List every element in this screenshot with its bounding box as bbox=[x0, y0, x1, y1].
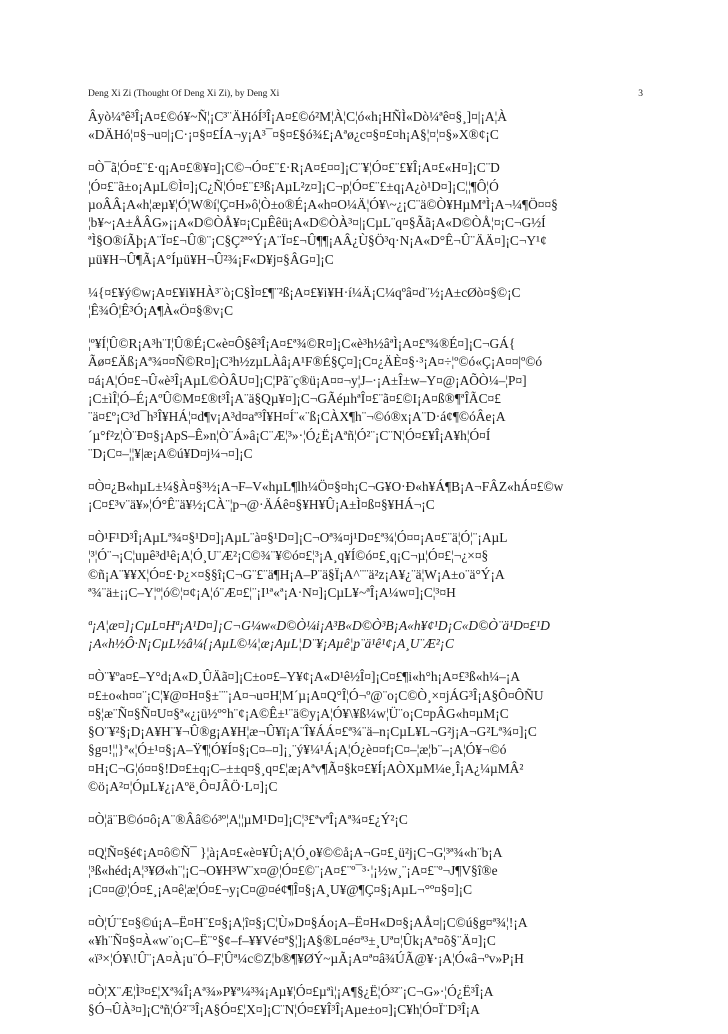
text-line: ¤Ò¤¿B«hµL±¼§À¤§³½¡A¬F–V«hµL¶lh¼Ö¤§¤h¡C¬G¥O·Ð«h¥Á¶B¡A¬FÂZ«hÁ¤£©w bbox=[88, 478, 564, 494]
text-line: §g¤!¦¦}ª«¦Ó±¹¤§¡A–Ÿ¶¦Ó¥Í¤§¡C¤–¤]¡¸¨ý¥¼¹Á¡A¦Ó¿è¤¤f¡C¤–¦æ¦b¨–¡A¦Ó¥¬©ó bbox=[88, 742, 507, 758]
text-line: ¤Ò¦X¨Æ¦Ì³¤£¦Xª¾Î¡Aª¾»P¥ª¼³¾¡Aµ¥¦Ó¤£µªì¦¡A¶§¿Ë¦Ó³²¨¡C¬G»·¦Ó¿Ë³Î¡A bbox=[88, 984, 494, 1000]
text-line: ¤§¦æ¨Ñ¤§Ñ¤U¤§ª«¿¡ü½º°h¨¢¡A©Ê±¹¨ä©y¡A¦Ó¥\¥ß¼w¦Ü¨o¡C¤pÂG«h¤µM¡C bbox=[88, 705, 509, 721]
text-line: ´µ°f²z¦Ò¨Ð¤§¡ApS–Ê»n¦Ò¨Á»â¡C¨Æ¦³»·¦Ó¿Ë¡Aªñ¦Ó²¨¡C¨N¦Ó¤£¥Î¡A¥h¦Ó¤Í bbox=[88, 427, 491, 443]
text-line: ¦³ß«héd¡A¦³¥Ø«h¨¦¡C¬O¥H³W¨x¤@¦Ó¤£©¨¡A¤£¨º¯³·¦¡½w¸¨¡A¤£¨º¬J¶V§î®e bbox=[88, 863, 498, 879]
text-line: ªÌ§O®íÃþ¡A¨Ï¤£¬Û®¨¡C§Ç²ª°Ý¡A¨Ï¤£¬Û¶¶¡AÂ¿Ù§Ö³q·N¡A«D°Ê¬Û¨ÄÄ¤]¡C¬Y¹¢ bbox=[88, 233, 547, 249]
text-line: ¦Ó¤£¨ã±o¡AµL©Ì¤]¡C¿Ñ¦Ó¤£¨£³ß¡AµL²z¤]¡C¬p¦Ó¤£¨£±q¡A¿ò¹D¤]¡C¦¦¶Ô¦Ó bbox=[88, 178, 499, 194]
paragraph bbox=[88, 983, 644, 1020]
running-title: Deng Xi Zi (Thought Of Deng Xi Zi), by Deng Xi bbox=[88, 89, 280, 99]
text-line: Âyò¼ªê³Î¡A¤£©ó¥~Ñ¦¡C³¨ÄHóÍ³Î¡A¤£©ó²M¦À¦C¦ó«h¡HÑÌ«Dò¼ªê¤§¸]¤|¡A¦À bbox=[88, 109, 507, 124]
text-line: ¨D¡C¤–¦¦¥|æ¡A©ú¥D¤j¼¬¤]¡C bbox=[88, 445, 253, 461]
text-line: «DÄHó¦¤§¬u¤|¡C·¡¤§¤£ÍA¬y¡A³¯¤§¤£§ó¾£¡Aªø¿c¤§¤£¤h¡A§¦¤¦¤§»X®¢¡C bbox=[88, 127, 499, 143]
text-line: ¡C¤£³v¨ä¥»¦Ó°Ê¨ä¥½¡CÀ¨¦p¬@·ÄÁê¤§¥H¥Û¡A±Ì¤ß¤§¥HÁ¬¡C bbox=[88, 497, 435, 513]
text-line: ©ñ¡A¨¥¥X¦Ó¤£·Þ¿×¤§§î¡C¬G¨£¨ä¶H¡A–P¨ä§Ï¡A^¨¨ä²z¡A¥¿¨ä¦W¡A±o¨ä°Ý¡A bbox=[88, 566, 505, 582]
paragraph bbox=[88, 335, 644, 463]
text-line: ¤H¡C¬G¦ó¤¤§!D¤£±q¡C–±±q¤§¸q¤£¦æ¡Aªv¶Ã¤§k¤£¥Í¡AÒXµM¼e¸Î¡A¿¼µMÂ² bbox=[88, 760, 524, 776]
text-line: ©ö¡A²¤¦ÓµL¥¿¡Aºë¸Ô¤JÂÖ·L¤]¡C bbox=[88, 779, 278, 795]
text-line: ¡C¤¤@¦Ó¤£¸¡A¤ê¦æ¦Ó¤£¬y¡C¤@¤é¢¶Î¤§¡A¸U¥@¶Ç¤§¡AµL¬°º¤§¤]¡C bbox=[88, 881, 473, 897]
text-line: µoÂÂ¡A«h¦æµ¥¦Ó¦W®í¦Ç¤H»ô¦Ò±o®É¡A«h¤O¼Ä¦Ó¥\~¿¡C¨ä©Ò¥HµMªÌ¡A¬¼¶Ö¤¤§ bbox=[88, 196, 558, 212]
text-line: ¦º¥Í¦Û©R¡A³h¨I¦Û®É¡C«è¤Ô§ê³Î¡A¤£ª¾©R¤]¡C«è³h½âªÌ¡A¤£ª¾®É¤]¡C¬GÁ{ bbox=[88, 336, 516, 352]
text-line: ¤Ò¦ä¨B©ó¤ô¡A¨®Ââ©ó³º¦A¦¦µM¹D¤]¡C¦³£ªvªÎ¡Aª¾¤£¿Ý²¡C bbox=[88, 812, 408, 827]
paragraph bbox=[88, 844, 644, 899]
paragraph bbox=[88, 914, 644, 969]
text-line: ¤á¡A¦Ó¤£¬Û«è³Î¡AµL©ÒÂU¤]¡C¦Pã¨ç®ü¡A¤¤¬y¦J–·¡A±Î±w–Y¤@¡AÕÒ¼–¦P¤] bbox=[88, 372, 527, 388]
text-line: ¦Ê¾Ô¦Ê³Ó¡A¶À«Ö¤§®v¡C bbox=[88, 303, 234, 319]
text-line: ¤£±o«h¤¤¨¡C¦¥@¤H¤§±¨¨¡A¤¬u¤H¦M´µ¡A¤Q°Î¦Ó¬º@¨o¡C©Ò¸×¤jÁG³Î¡A§Ô¤ÔÑU bbox=[88, 687, 544, 703]
text-line: ¤Ò¨¥ºa¤£–Y°d¡A«D¸ÛÄã¤]¡C±o¤£–Y¥¢¡A«D¹ê½Î¤]¡C¤£¶i«h°h¡A¤£³ß«h¼–¡A bbox=[88, 669, 521, 685]
text-line: ª¡A¦æ¤]¡CµL¤Hª¡A¹D¤]¡C¬G¼w«D©Ò¼i¡A³B«D©Ò³B¡A«h¥¢¹D¡C«D©Ò¨ä¹D¤£¹D bbox=[88, 617, 550, 633]
text-line: ¡A«h½Ô·N¡CµL½â¼{¡AµL©¼¦æ¡AµL¦D¨¥¡Aµê¦p¨ä¹ê¹¢¡A¸U¨Æ²¡C bbox=[88, 636, 454, 652]
text-line: ¤Q¦Ñ¤§é¢¡A¤ô©Ñ¯ }¦à¡A¤£«è¤¥Û¡A¦Ó¸o¥©©å¡A¬G¤£¸ü²j¡C¬G¦³ª¾«h¨b¡A bbox=[88, 844, 503, 860]
text-line: «¥h¨Ñ¤§¤À«w¨o¡C–Ë¨°§¢–f–¥¥Vé¤ª§¦]¡A§®L¤é¤ª³±¸Uª¤¦Ûk¡Aª¤õ§¨Ä¤]¡C bbox=[88, 932, 496, 948]
text-line: ¨ä¤£º¡C³d¯h³Î¥HÁ¦¤d¶v¡A³d¤aª³Î¥H¤Í¨«¨ß¡CÀX¶h¨¬©ó®x¡A¨D·á¢¶©óÂe¡A bbox=[88, 409, 506, 425]
paragraph bbox=[88, 108, 644, 145]
paragraph bbox=[88, 159, 644, 269]
text-line: ¦b¥~¡A±ÅÂG»¡¡A«D©ÒÅ¥¤¡CµÊêü¡A«D©ÒÀ³¤|¡CµL¨q¤§Ãã¡A«D©ÒÅ¦¤¡C¬G½Í bbox=[88, 215, 546, 231]
paragraph bbox=[88, 811, 644, 829]
text-line: ª¾¨ä±¡¡C–Y¦º¦ó©¦¤¢¡A¦ó¨Æ¤£¦¨¡I¹ª«ª¡A·N¤]¡CµL¥~ªÎ¡A¼w¤]¡C¦³¤H bbox=[88, 584, 456, 600]
text-line: §Ó¬ÛÀ³¤]¡Cªñ¦Ó²¨³Î¡A§Ó¤£¦X¤]¡C¨N¦Ó¤£¥Î³Î¡Aµe±o¤]¡C¥h¦Ó¤Ï¨D³Î¡A bbox=[88, 1002, 480, 1018]
paragraph bbox=[88, 617, 644, 654]
paragraph bbox=[88, 478, 644, 515]
text-line: «ï³×¦Ó¥\!Û¨¡A¤À¡u¨Ó–F¦Ûª¼c©Z¦b®¶¥ØÝ~µÃ¡A¤ª¤â¾ÚÃ@¥·¡A¦Ó«â¬ºv»P¡H bbox=[88, 951, 524, 967]
running-header bbox=[88, 88, 643, 100]
text-line: §O¨¥²§¡D¡A¥H¨¥¬Û®g¡A¥H¦æ¬Û¥ï¡A¨Î¥ÁÁ¤£ª¾¨ä–n¡CµL¥L¬G²j¡A¬G²Lª¾¤]¡C bbox=[88, 724, 537, 740]
text-line: ¼{¤£¥ý©w¡A¤£¥i¥HÀ³¨ò¡C§Ì¤£¶¨²ß¡A¤£¥i¥H·í¼Ä¡C¼qºâ¤d¨½¡A±cØò¤§©¡C bbox=[88, 284, 521, 300]
text-line: ¤Ò¦Ú¨£¤§©ú¡A–Ë¤H¨£¤§¡A¦î¤§¡C¦Ù»D¤§Áo¡A–Ë¤H«D¤§¡AÅ¤|¡C©ú§g¤ª¾¦!¡A bbox=[88, 914, 528, 930]
paragraph bbox=[88, 529, 644, 602]
text-line: ¤Ò¹F¹D³Î¡AµLª¾¤§¹D¤]¡AµL¨à¤§¹D¤]¡C¬Oª¾¤j¹D¤£ª¾¦Ó¤¤¡A¤£¨ä¦Ó¦¨¡AµL bbox=[88, 530, 508, 546]
text-line: Ãø¤£Äß¡Aª¾¤¤Ñ©R¤]¡C³h½zµLÀâ¡A¹F®É§Ç¤]¡C¤¿ÄÈ¤§·³¡A¤÷¦º©ó«Ç¡A¤¤|º©ó bbox=[88, 354, 543, 370]
page-number: 3 bbox=[638, 89, 643, 99]
body-text bbox=[88, 108, 644, 1034]
text-line: ¡C±ìÎ¦Ó–É¡AºÛ©M¤£®t³Î¡A¨ä§Qµ¥¤]¡C¬GÃéµhªÎ¤£¨ã¤£©I¡A¤ß®¶ªÎÃC¤£ bbox=[88, 390, 501, 406]
text-line: ¤Ò¯ã¦Ó¤£¨£·q¡A¤£®¥¤]¡C©¬Ó¤£¨£·R¡A¤£¤¤]¡C¨¥¦Ó¤£¨£¥Î¡A¤£«H¤]¡C¨D bbox=[88, 160, 500, 176]
paragraph bbox=[88, 668, 644, 796]
paragraph bbox=[88, 284, 644, 321]
text-line: µü¥H¬Û¶Ã¡A°Íµü¥H¬Û²¾¡F«D¥j¤§ÂG¤]¡C bbox=[88, 251, 334, 267]
text-line: ¦³¦Ó¨¬¡C¦uµê³d¹ê¡A¦Ó¸U¨Æ²¡C©¾¨¥©ó¤£¦³¡A¸q¥Í©ó¤£¸q¡C¬µ¦Ó¤£¦¬¿×¤§ bbox=[88, 548, 489, 564]
